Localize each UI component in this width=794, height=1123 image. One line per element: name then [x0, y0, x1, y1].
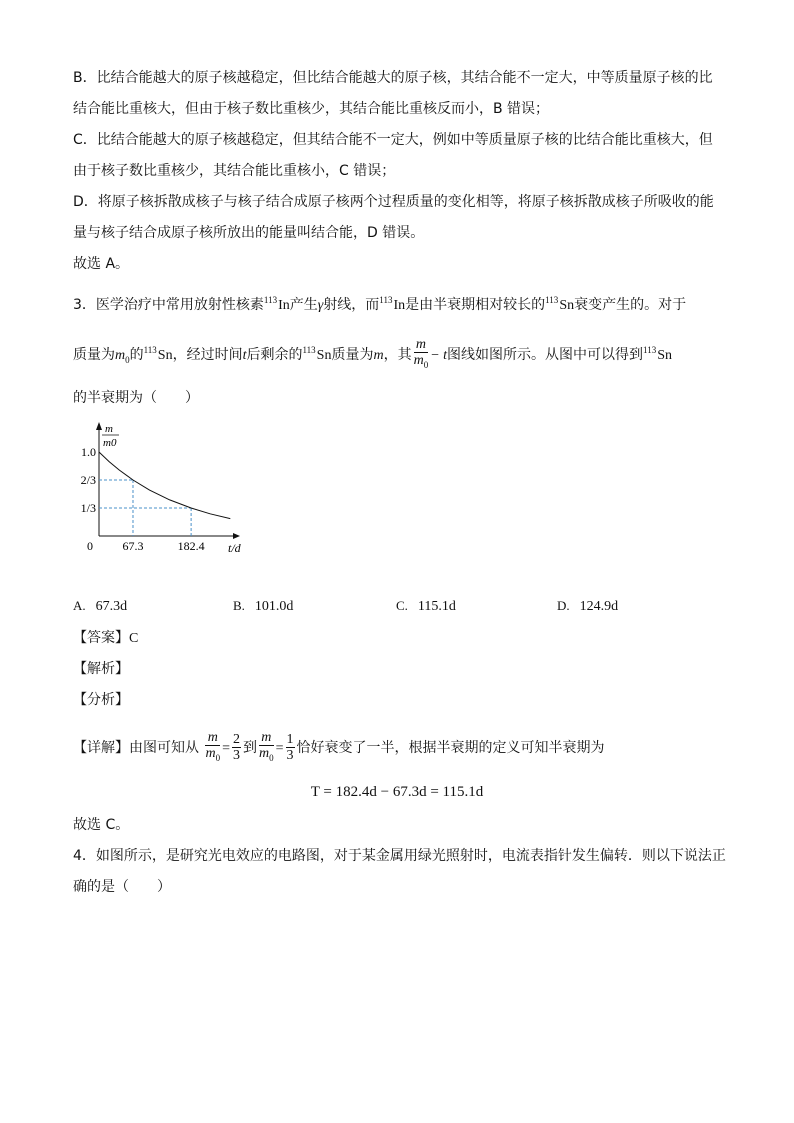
origin-label: 0 [87, 539, 93, 553]
option-b-line-2: 结合能比重核大，但由于核子数比重核少，其结合能比重核反而小，B 错误； [73, 101, 550, 117]
half-life-equation: T = 182.4d − 67.3d = 115.1d [310, 784, 484, 800]
option-d-line-1: D．将原子核拆散成核子与核子结合成原子核两个过程质量的变化相等，将原子核拆散成核子所吸收的能 [73, 194, 714, 210]
option-c-line-1: C．比结合能越大的原子核越稳定，但其结合能不一定大，例如中等质量原子核的比结合能比重核大，但 [73, 132, 713, 148]
y-tick-label: 2/3 [80, 472, 96, 487]
y-axis-label-den: m0 [103, 437, 117, 449]
question-3-line-3: 的半衰期为（ ） [73, 390, 199, 406]
question-3-line-1: 3．医学治疗中常用放射性核素$^{113}$In产生γ射线，而$^{113}$In是由半衰期相对较长的$^{113}$Sn衰变产生的。对于 [73, 295, 687, 313]
answer-value: C [129, 631, 139, 646]
option-c[interactable]: C. 115.1d [396, 598, 456, 614]
fraction-m-over-m0: $\frac{m}{m_0}$ [205, 730, 221, 763]
y-tick-label: 1/3 [80, 501, 96, 516]
decay-chart [68, 418, 268, 568]
x-tick-label: 182.4 [177, 539, 205, 553]
y-tick-label: 1.0 [81, 445, 96, 459]
x-axis-arrow [233, 533, 240, 539]
fraction-m-over-m0: $\frac{m}{m_0}$ [258, 730, 274, 763]
x-tick-label: 67.3 [122, 539, 144, 553]
y-axis-label-num: m [105, 423, 113, 435]
analysis-tag: 【解析】 [73, 661, 129, 677]
option-d[interactable]: D. 124.9d [557, 598, 619, 614]
decay-curve [99, 452, 230, 519]
detail-line: 【详解】由图可知从 $\frac{m}{m_0}$ = $\frac{2}{3}$ 到 $\frac{m}{m_0}$ = $\frac{1}{3}$ 恰好衰变了一半，根据半衰期的定义可知半衰期为 [73, 730, 605, 766]
x-axis-label: t/d [228, 541, 241, 555]
fraction-m-over-m0: $\frac{m}{m_0}$ [413, 337, 429, 370]
question-3-line-2: 质量为$m_0$的$^{113}$Sn，经过时间t后剩余的$^{113}$Sn质量为m，其 $\frac{m}{m_0}$ − t图线如图所示。从图中可以得到$^{113}$Sn [73, 335, 672, 375]
question-4-line-1: 4．如图所示，是研究光电效应的电路图，对于某金属用绿光照射时，电流表指针发生偏转．则以下说法正 [73, 848, 726, 864]
answer-tag: 【答案】 [73, 630, 129, 646]
fenxi-tag: 【分析】 [73, 692, 129, 708]
option-c-line-2: 由于核子数比重核少，其结合能比重核小，C 错误； [73, 163, 396, 179]
fraction-two-thirds: $\frac{2}{3}$ [232, 732, 240, 764]
option-b-line-1: B．比结合能越大的原子核越稳定，但比结合能越大的原子核，其结合能不一定大，中等质量原子核的比 [73, 70, 713, 86]
y-axis-arrow [96, 422, 102, 430]
option-b[interactable]: B. 101.0d [233, 598, 294, 614]
choose-c-line: 故选 C。 [73, 817, 130, 833]
answer-line [73, 628, 138, 649]
fraction-one-third: $\frac{1}{3}$ [286, 732, 294, 764]
choose-a-line: 故选 A。 [73, 256, 130, 272]
option-d-line-2: 量与核子结合成原子核所放出的能量叫结合能，D 错误。 [73, 225, 425, 241]
question-4-line-2: 确的是（ ） [73, 879, 171, 895]
option-a[interactable]: A. 67.3d [73, 598, 128, 614]
